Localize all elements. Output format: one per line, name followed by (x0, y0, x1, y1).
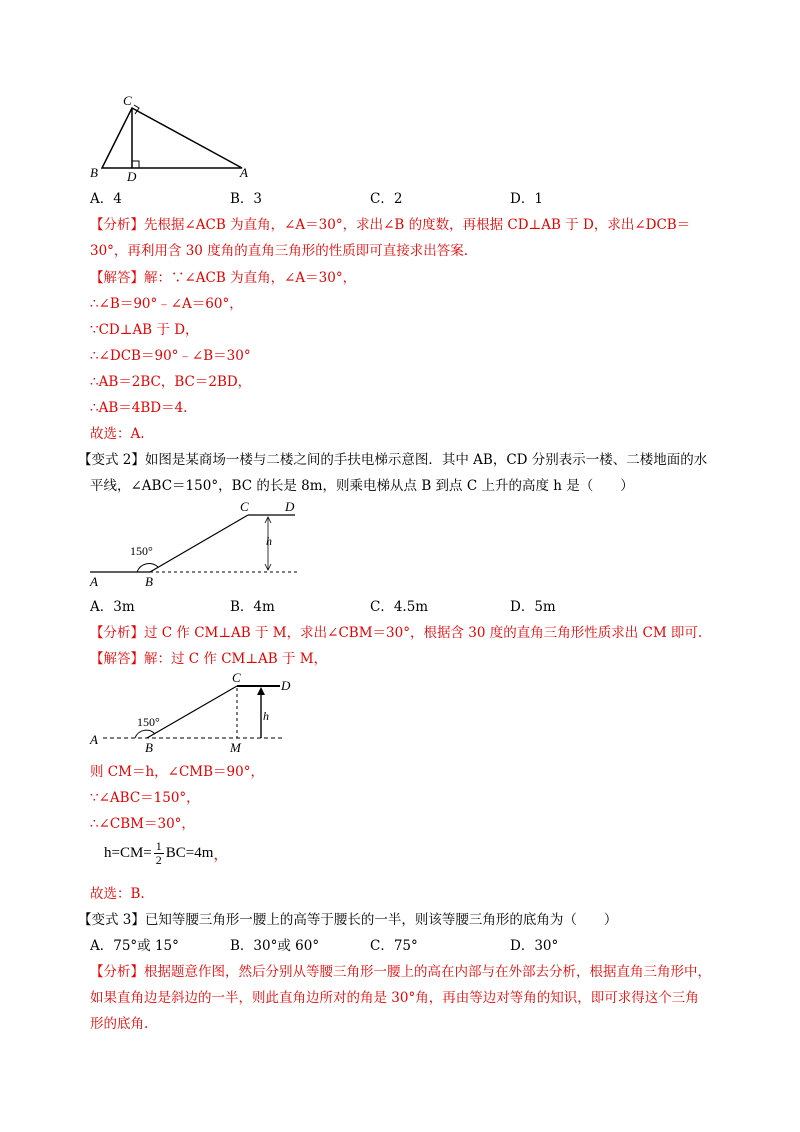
option-c: C．2 (370, 191, 403, 207)
q1-analysis-line-1: 【分析】先根据∠ACB 为直角，∠A＝30°，求出∠B 的度数，再根据 CD⊥AB 于 D，求出∠DCB＝ (90, 217, 691, 233)
option-d: D．1 (510, 191, 543, 207)
q3-options (90, 936, 650, 956)
solution-figure (85, 668, 305, 756)
option-a: A．75°或 15° (90, 938, 179, 954)
label-h: h (263, 709, 269, 723)
label-c: C (123, 93, 132, 108)
label-angle: 150° (130, 544, 153, 558)
q2-solution-head: 【解答】解：过 C 作 CM⊥AB 于 M， (90, 651, 328, 667)
q1-solution-line-6: ∴AB＝4BD＝4. (90, 400, 188, 416)
q2-stem-line-1: 【变式 2】如图是某商场一楼与二楼之间的手扶电梯示意图．其中 AB，CD 分别表示一楼、二楼地面的水 (78, 452, 708, 468)
label-m: M (230, 740, 241, 755)
q3-analysis-line-3: 形的底角. (90, 1016, 149, 1032)
label-b: B (90, 165, 98, 180)
q2-stem-line-2: 平线，∠ABC＝150°，BC 的长是 8m，则乘电梯从点 B 到点 C 上升的高度 h 是（ ） (90, 478, 634, 494)
label-angle: 150° (137, 715, 160, 729)
q2-solution-line-2: ∵∠ABC＝150°， (90, 790, 200, 806)
triangle-figure-1 (80, 90, 260, 185)
q2-analysis: 【分析】过 C 作 CM⊥AB 于 M，求出∠CBM＝30°，根据含 30 度的直角三角形性质求出 CM 即可. (90, 625, 703, 641)
escalator-figure (85, 497, 305, 590)
fraction-numerator: 1 (155, 839, 162, 853)
q2-formula (104, 840, 228, 867)
label-c: C (232, 670, 241, 685)
q1-solution-line-4: ∴∠DCB＝90°﹣∠B＝30° (90, 348, 251, 364)
option-b: B．3 (230, 191, 263, 207)
label-b: B (145, 740, 153, 755)
q3-stem: 【变式 3】已知等腰三角形一腰上的高等于腰长的一半，则该等腰三角形的底角为（ ） (78, 912, 618, 928)
label-c: C (240, 499, 249, 514)
q1-options (90, 189, 650, 209)
option-a: A．3m (90, 599, 135, 615)
formula-comma: ， (213, 847, 229, 863)
label-a: A (90, 574, 98, 589)
fraction-denominator: 2 (155, 853, 162, 867)
q2-solution-line-1: 则 CM＝h，∠CMB＝90°， (90, 764, 264, 780)
label-h: h (266, 534, 272, 548)
q2-options (90, 597, 650, 617)
q1-solution-line-3: ∵CD⊥AB 于 D， (90, 322, 199, 338)
label-d: D (285, 499, 295, 514)
formula-rhs: BC=4m (165, 845, 214, 861)
label-d: D (281, 678, 291, 693)
option-b: B．30°或 60° (230, 938, 320, 954)
option-b: B．4m (230, 599, 275, 615)
label-b: B (145, 574, 153, 589)
option-a: A．4 (90, 191, 122, 207)
formula-lhs: h=CM= (104, 845, 152, 861)
q2-solution-line-3: ∴∠CBM＝30°， (90, 816, 195, 832)
label-a: A (90, 732, 98, 747)
q1-solution-line-2: ∴∠B＝90°﹣∠A＝60°， (90, 296, 243, 312)
option-d: D．5m (510, 599, 556, 615)
q1-solution-line-5: ∴AB＝2BC，BC＝2BD， (90, 374, 252, 390)
q1-solution-line-1: 【解答】解：∵∠ACB 为直角，∠A＝30°， (90, 270, 357, 286)
q1-answer: 故选：A. (90, 426, 145, 442)
q1-analysis-line-2: 30°，再利用含 30 度角的直角三角形的性质即可直接求出答案. (90, 243, 468, 259)
q3-analysis-line-1: 【分析】根据题意作图，然后分别从等腰三角形一腰上的高在内部与在外部去分析，根据直角三角形中， (90, 964, 711, 980)
option-c: C．75° (370, 938, 418, 954)
fraction-half (154, 840, 164, 867)
q2-answer: 故选：B. (90, 886, 145, 902)
label-d: D (127, 169, 137, 184)
option-c: C．4.5m (370, 599, 429, 615)
option-d: D．30° (510, 938, 559, 954)
label-a: A (240, 165, 248, 180)
q3-analysis-line-2: 如果直角边是斜边的一半，则此直角边所对的角是 30°角，再由等边对等角的知识，即可求得这个三角 (90, 990, 699, 1006)
